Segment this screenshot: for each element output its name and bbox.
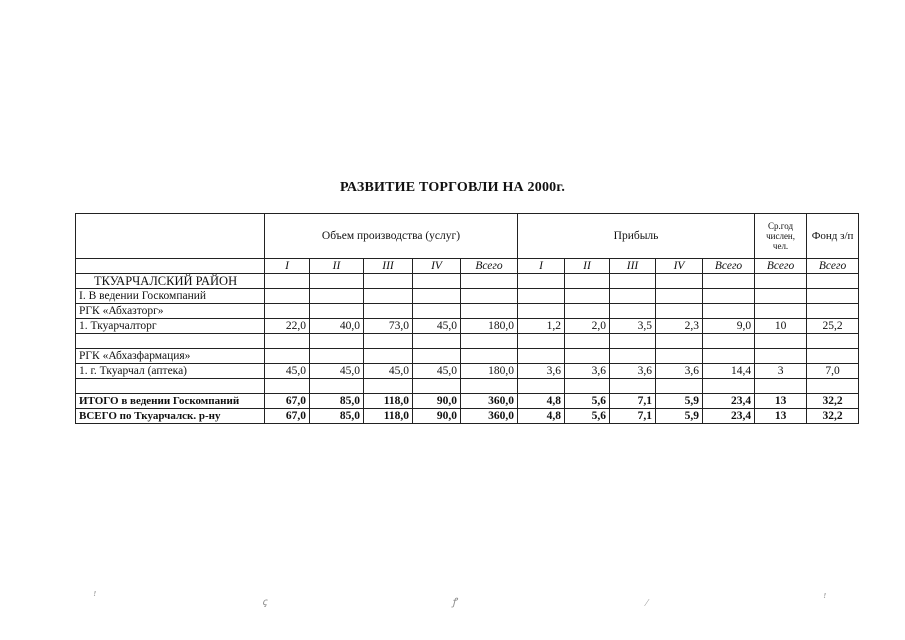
row-label: ТКУАРЧАЛСКИЙ РАЙОН	[76, 274, 265, 289]
table-cell: 5,9	[656, 409, 703, 424]
table-cell	[518, 379, 565, 394]
table-cell: 1,2	[518, 319, 565, 334]
row-label: ВСЕГО по Ткуарчалск. р-ну	[76, 409, 265, 424]
table-cell	[461, 304, 518, 319]
row-label: РГК «Абхазторг»	[76, 304, 265, 319]
table-cell	[755, 334, 807, 349]
table-cell	[565, 334, 610, 349]
table-cell: 3,6	[610, 364, 656, 379]
row-label	[76, 334, 265, 349]
row-label: 1. Ткуарчалторг	[76, 319, 265, 334]
table-cell	[807, 304, 859, 319]
table-cell: 67,0	[265, 409, 310, 424]
table-cell	[703, 349, 755, 364]
table-cell: 14,4	[703, 364, 755, 379]
header-production-volume: Объем производства (услуг)	[265, 214, 518, 259]
table-cell	[310, 304, 364, 319]
scan-artifact-mark: ꞔ	[262, 597, 267, 608]
table-cell	[807, 334, 859, 349]
table-cell	[364, 379, 413, 394]
table-cell: 45,0	[265, 364, 310, 379]
header-wage-fund: Фонд з/п	[807, 214, 859, 259]
table-cell: 23,4	[703, 409, 755, 424]
table-cell	[461, 379, 518, 394]
table-cell	[656, 349, 703, 364]
table-cell: 32,2	[807, 409, 859, 424]
subheader-cell: Всего	[807, 259, 859, 274]
subheader-cell: Всего	[703, 259, 755, 274]
table-cell	[807, 274, 859, 289]
table-cell	[807, 379, 859, 394]
table-cell: 25,2	[807, 319, 859, 334]
table-cell: 90,0	[413, 409, 461, 424]
table-row	[76, 289, 859, 304]
table-subheader-row	[76, 259, 859, 274]
table-cell	[565, 349, 610, 364]
subheader-cell: I	[518, 259, 565, 274]
table-cell: 3,6	[656, 364, 703, 379]
subheader-cell: Всего	[461, 259, 518, 274]
subheader-label-cell	[76, 259, 265, 274]
subheader-cell: I	[265, 259, 310, 274]
scan-artifact-mark: ꝭ	[452, 597, 457, 608]
table-cell: 118,0	[364, 394, 413, 409]
table-cell	[518, 334, 565, 349]
subheader-cell: Всего	[755, 259, 807, 274]
table-row	[76, 319, 859, 334]
table-cell	[565, 379, 610, 394]
table-cell: 45,0	[413, 319, 461, 334]
table-cell: 3,6	[565, 364, 610, 379]
table-cell	[265, 349, 310, 364]
table-cell	[755, 349, 807, 364]
table-cell	[518, 349, 565, 364]
table-cell	[364, 289, 413, 304]
subheader-cell: IV	[413, 259, 461, 274]
table-cell	[265, 289, 310, 304]
subheader-cell: III	[364, 259, 413, 274]
table-cell	[703, 274, 755, 289]
table-cell: 3	[755, 364, 807, 379]
table-cell: 45,0	[364, 364, 413, 379]
table-cell	[610, 334, 656, 349]
table-cell	[364, 274, 413, 289]
table-row-grand-total	[76, 409, 859, 424]
table-cell	[461, 289, 518, 304]
table-cell: 7,1	[610, 394, 656, 409]
table-cell: 23,4	[703, 394, 755, 409]
table-cell	[364, 349, 413, 364]
table-cell	[703, 289, 755, 304]
row-label: ИТОГО в ведении Госкомпаний	[76, 394, 265, 409]
table-cell: 180,0	[461, 364, 518, 379]
table-cell	[610, 349, 656, 364]
table-cell	[610, 379, 656, 394]
table-cell	[310, 334, 364, 349]
table-cell: 360,0	[461, 409, 518, 424]
table-row	[76, 304, 859, 319]
table-cell	[703, 304, 755, 319]
table-cell	[565, 289, 610, 304]
table-cell	[461, 274, 518, 289]
table-cell: 2,3	[656, 319, 703, 334]
table-cell: 180,0	[461, 319, 518, 334]
table-cell	[610, 274, 656, 289]
table-row	[76, 334, 859, 349]
table-row-total	[76, 394, 859, 409]
table-cell	[565, 274, 610, 289]
table-cell	[565, 304, 610, 319]
table-cell	[413, 289, 461, 304]
table-cell	[265, 274, 310, 289]
table-cell: 10	[755, 319, 807, 334]
table-row	[76, 349, 859, 364]
table-cell: 5,6	[565, 409, 610, 424]
table-cell	[364, 334, 413, 349]
scan-artifact-mark: ⁄	[646, 598, 648, 609]
subheader-cell: III	[610, 259, 656, 274]
table-cell	[755, 289, 807, 304]
table-cell	[755, 304, 807, 319]
table-cell	[807, 349, 859, 364]
table-cell	[413, 304, 461, 319]
table-cell: 4,8	[518, 409, 565, 424]
table-cell	[265, 379, 310, 394]
table-cell: 85,0	[310, 394, 364, 409]
table-cell: 22,0	[265, 319, 310, 334]
table-header-row	[76, 214, 859, 259]
table-cell: 73,0	[364, 319, 413, 334]
table-cell: 2,0	[565, 319, 610, 334]
table-cell	[413, 349, 461, 364]
table-cell: 85,0	[310, 409, 364, 424]
trade-development-table	[75, 213, 859, 424]
table-cell: 118,0	[364, 409, 413, 424]
subheader-cell: II	[565, 259, 610, 274]
table-cell: 67,0	[265, 394, 310, 409]
table-cell	[755, 379, 807, 394]
table-cell: 360,0	[461, 394, 518, 409]
table-cell: 3,6	[518, 364, 565, 379]
scan-artifact-mark: ꜝ	[822, 594, 826, 605]
table-cell: 45,0	[413, 364, 461, 379]
table-cell	[413, 379, 461, 394]
table-cell: 4,8	[518, 394, 565, 409]
table-row	[76, 364, 859, 379]
row-label: РГК «Абхазфармация»	[76, 349, 265, 364]
table-cell	[364, 304, 413, 319]
row-label: I. В ведении Госкомпаний	[76, 289, 265, 304]
table-cell: 5,6	[565, 394, 610, 409]
header-label-cell	[76, 214, 265, 259]
table-cell	[656, 334, 703, 349]
table-cell	[310, 349, 364, 364]
table-cell	[703, 379, 755, 394]
table-cell	[656, 304, 703, 319]
table-cell: 7,1	[610, 409, 656, 424]
table-cell: 32,2	[807, 394, 859, 409]
scan-artifact-mark: ꜝ	[92, 592, 96, 603]
table-cell: 5,9	[656, 394, 703, 409]
header-profit: Прибыль	[518, 214, 755, 259]
table-cell: 3,5	[610, 319, 656, 334]
table-row	[76, 274, 859, 289]
table-cell	[518, 274, 565, 289]
subheader-cell: IV	[656, 259, 703, 274]
table-cell	[656, 289, 703, 304]
table-cell	[755, 274, 807, 289]
table-cell: 40,0	[310, 319, 364, 334]
table-cell: 13	[755, 394, 807, 409]
table-cell	[518, 289, 565, 304]
header-avg-headcount: Ср.год числен, чел.	[755, 214, 807, 259]
table-cell	[310, 379, 364, 394]
table-cell	[656, 274, 703, 289]
row-label	[76, 379, 265, 394]
table-row	[76, 379, 859, 394]
table-cell	[656, 379, 703, 394]
table-cell: 9,0	[703, 319, 755, 334]
table-cell	[518, 304, 565, 319]
table-cell: 90,0	[413, 394, 461, 409]
table-cell: 45,0	[310, 364, 364, 379]
table-cell: 7,0	[807, 364, 859, 379]
table-cell	[413, 274, 461, 289]
table-cell	[610, 304, 656, 319]
table-cell	[310, 289, 364, 304]
table-cell	[807, 289, 859, 304]
subheader-cell: II	[310, 259, 364, 274]
table-cell	[265, 334, 310, 349]
table-cell	[461, 334, 518, 349]
table-cell	[461, 349, 518, 364]
row-label: 1. г. Ткуарчал (аптека)	[76, 364, 265, 379]
table-cell	[610, 289, 656, 304]
table-cell	[413, 334, 461, 349]
table-cell	[310, 274, 364, 289]
table-cell	[265, 304, 310, 319]
table-cell: 13	[755, 409, 807, 424]
table-cell	[703, 334, 755, 349]
page-title: РАЗВИТИЕ ТОРГОВЛИ НА 2000г.	[339, 180, 566, 195]
